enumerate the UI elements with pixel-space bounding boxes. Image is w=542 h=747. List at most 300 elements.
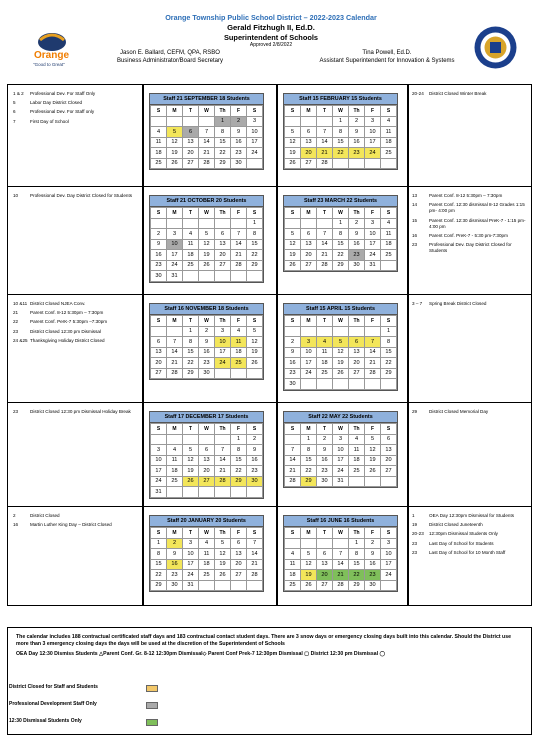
- weekday-header: W: [333, 106, 349, 117]
- day-cell: 20: [301, 148, 317, 159]
- day-cell: [285, 116, 301, 127]
- day-cell: [167, 434, 183, 445]
- day-cell: 8: [247, 229, 263, 240]
- assistant-super-title: Assistant Superintendent for Innovation & Systems: [319, 58, 455, 64]
- note-text: District Closed 12:30 pm Dismissal: [30, 328, 101, 334]
- day-cell: 9: [365, 549, 381, 560]
- day-cell: 6: [183, 127, 199, 138]
- weekday-header: T: [317, 316, 333, 327]
- day-cell: [285, 538, 301, 549]
- weekday-header: F: [365, 528, 381, 539]
- day-cell: 29: [151, 580, 167, 591]
- day-cell: [199, 487, 215, 498]
- day-cell: 24: [247, 148, 263, 159]
- approved-date: Approved 2/8/2022: [249, 42, 293, 48]
- day-cell: 15: [301, 455, 317, 466]
- day-cell: [183, 218, 199, 229]
- day-cell: 10: [365, 127, 381, 138]
- day-cell: 1: [349, 538, 365, 549]
- note-date: 13: [412, 193, 418, 198]
- day-cell: 27: [199, 476, 215, 487]
- weekday-header: S: [285, 528, 301, 539]
- day-cell: 23: [317, 466, 333, 477]
- assistant-super-name: Tina Powell, Ed.D.: [362, 50, 412, 56]
- day-cell: [349, 326, 365, 337]
- day-cell: 26: [215, 570, 231, 581]
- day-cell: 22: [349, 570, 365, 581]
- day-cell: 12: [199, 239, 215, 250]
- note-text: Parent Conf. 8-12 5:30pm – 7:30pm: [30, 310, 104, 316]
- day-cell: 2: [199, 326, 215, 337]
- day-cell: 4: [317, 337, 333, 348]
- note-date: 20-23: [412, 531, 424, 537]
- weekday-header: S: [381, 528, 397, 539]
- day-cell: 14: [215, 455, 231, 466]
- note-text: Spring Break District Closed: [429, 301, 487, 306]
- day-cell: 27: [317, 580, 333, 591]
- day-cell: 21: [317, 250, 333, 261]
- day-cell: 21: [285, 466, 301, 477]
- day-cell: 24: [365, 250, 381, 261]
- note-date: 5: [13, 100, 16, 106]
- day-cell: 13: [317, 559, 333, 570]
- day-cell: [333, 379, 349, 390]
- day-cell: 15: [381, 347, 397, 358]
- day-cell: 11: [349, 445, 365, 456]
- day-cell: 18: [285, 570, 301, 581]
- day-cell: [231, 368, 247, 379]
- assistant-super-block: [292, 49, 482, 65]
- logo-sub: "Good to Great": [33, 62, 65, 67]
- superintendent-name: Gerald Fitzhugh II, Ed.D.: [227, 23, 315, 32]
- day-cell: 17: [333, 455, 349, 466]
- day-cell: 5: [301, 549, 317, 560]
- day-cell: 4: [381, 116, 397, 127]
- day-cell: 19: [167, 148, 183, 159]
- day-cell: 5: [183, 445, 199, 456]
- note-text: District Closed: [30, 513, 60, 518]
- day-cell: 27: [301, 158, 317, 169]
- month-caption: Staff 15 APRIL 15 Students: [284, 304, 397, 315]
- day-cell: 12: [215, 549, 231, 560]
- day-cell: 8: [231, 445, 247, 456]
- day-cell: 7: [317, 229, 333, 240]
- weekday-header: S: [247, 208, 263, 219]
- day-cell: 15: [215, 137, 231, 148]
- day-cell: 26: [167, 158, 183, 169]
- day-cell: 27: [301, 260, 317, 271]
- day-cell: 24: [301, 368, 317, 379]
- day-cell: [365, 158, 381, 169]
- day-cell: 17: [151, 466, 167, 477]
- day-cell: 24: [333, 466, 349, 477]
- day-cell: 23: [349, 250, 365, 261]
- day-cell: 10: [215, 337, 231, 348]
- weekday-header: F: [365, 424, 381, 435]
- day-cell: 30: [167, 580, 183, 591]
- day-cell: 26: [365, 466, 381, 477]
- weekday-header: F: [231, 208, 247, 219]
- weekday-header: M: [167, 106, 183, 117]
- weekday-header: S: [285, 208, 301, 219]
- weekday-header: T: [183, 316, 199, 327]
- note-item: [412, 233, 528, 239]
- day-cell: 17: [301, 358, 317, 369]
- day-cell: 14: [317, 239, 333, 250]
- day-cell: 13: [381, 445, 397, 456]
- day-cell: 1: [215, 116, 231, 127]
- weekday-header: S: [381, 316, 397, 327]
- day-cell: 22: [333, 148, 349, 159]
- day-cell: 13: [183, 137, 199, 148]
- note-item: [412, 202, 528, 214]
- weekday-header: M: [301, 106, 317, 117]
- day-cell: 12: [333, 347, 349, 358]
- day-cell: 23: [231, 148, 247, 159]
- day-cell: 1: [301, 434, 317, 445]
- day-cell: 18: [199, 559, 215, 570]
- day-cell: 31: [333, 476, 349, 487]
- day-cell: 12: [247, 337, 263, 348]
- day-cell: 12: [285, 239, 301, 250]
- note-item: [13, 319, 135, 325]
- day-cell: 4: [167, 445, 183, 456]
- note-text: First Day of School: [30, 118, 69, 124]
- day-cell: [349, 158, 365, 169]
- day-cell: 5: [333, 337, 349, 348]
- day-cell: 13: [349, 347, 365, 358]
- note-text: Parent Conf. PreK-7 - 5:30 pm-7:30pm: [429, 233, 508, 239]
- weekday-header: S: [285, 424, 301, 435]
- legend-label-dismissal: 12:30 Dismissal Students Only: [9, 718, 82, 724]
- day-cell: 9: [199, 337, 215, 348]
- day-cell: 6: [231, 538, 247, 549]
- day-cell: 30: [247, 476, 263, 487]
- day-cell: 21: [231, 250, 247, 261]
- day-cell: 2: [151, 229, 167, 240]
- note-date: 14: [412, 202, 418, 208]
- left-notes: [13, 91, 135, 128]
- month-row: [8, 187, 531, 295]
- day-cell: 4: [231, 326, 247, 337]
- day-cell: 14: [333, 559, 349, 570]
- day-cell: 2: [247, 434, 263, 445]
- day-cell: 22: [333, 250, 349, 261]
- note-item: [412, 301, 528, 307]
- month-calendar: [149, 93, 264, 170]
- note-item: [13, 338, 135, 344]
- weekday-header: M: [167, 316, 183, 327]
- weekday-header: F: [365, 316, 381, 327]
- day-cell: 24: [167, 260, 183, 271]
- day-cell: [301, 116, 317, 127]
- day-cell: 28: [247, 570, 263, 581]
- day-cell: 14: [167, 347, 183, 358]
- legend-swatch-closed: [146, 685, 158, 692]
- note-text: Parent Conf. 12:30 dismissal PreK-7 - 1:15 pm-4:00 pm: [429, 217, 526, 229]
- day-cell: 25: [167, 476, 183, 487]
- note-item: [13, 301, 135, 307]
- day-cell: 23: [167, 570, 183, 581]
- day-cell: 10: [167, 239, 183, 250]
- weekday-header: W: [199, 424, 215, 435]
- note-text: Parent Conf. 8-12 5:30pm – 7:30pm: [429, 193, 503, 198]
- day-cell: 28: [215, 476, 231, 487]
- month-caption: Staff 20 JANUARY 20 Students: [150, 516, 263, 527]
- note-date: 3 – 7: [412, 301, 423, 306]
- day-cell: 25: [381, 148, 397, 159]
- day-cell: 22: [247, 250, 263, 261]
- day-cell: 1: [247, 218, 263, 229]
- note-text: Thanksgiving Holiday District Closed: [30, 337, 105, 343]
- note-date: 23: [412, 549, 418, 555]
- day-cell: 14: [285, 455, 301, 466]
- day-cell: 21: [215, 466, 231, 477]
- month-row: [8, 507, 531, 607]
- day-cell: 1: [333, 116, 349, 127]
- day-cell: 5: [285, 127, 301, 138]
- day-cell: 6: [301, 229, 317, 240]
- weekday-header: Th: [349, 208, 365, 219]
- day-cell: 19: [301, 570, 317, 581]
- weekday-header: W: [333, 208, 349, 219]
- note-date: 23: [412, 242, 418, 248]
- month-caption: Staff 17 DECEMBER 17 Students: [150, 412, 263, 423]
- day-cell: 24: [183, 570, 199, 581]
- left-notes: [13, 409, 135, 418]
- day-cell: 25: [183, 260, 199, 271]
- day-cell: 29: [183, 368, 199, 379]
- note-date: 6: [13, 109, 16, 115]
- day-cell: 14: [199, 137, 215, 148]
- month-calendar: [283, 411, 398, 488]
- weekday-header: S: [247, 528, 263, 539]
- day-cell: [167, 116, 183, 127]
- left-notes: [13, 513, 135, 531]
- day-cell: 16: [349, 239, 365, 250]
- note-text: Professional Dev. For Staff Only: [30, 91, 96, 96]
- weekday-header: S: [151, 424, 167, 435]
- day-cell: 29: [349, 580, 365, 591]
- weekday-header: S: [151, 528, 167, 539]
- day-cell: 3: [247, 116, 263, 127]
- note-date: 10: [13, 193, 19, 198]
- weekday-header: T: [183, 208, 199, 219]
- day-cell: 15: [183, 347, 199, 358]
- day-cell: 28: [199, 158, 215, 169]
- note-text: Professional Dev. Day District Closed for Students: [30, 193, 133, 198]
- month-calendar: [149, 195, 264, 283]
- day-cell: 3: [365, 218, 381, 229]
- day-cell: 19: [365, 455, 381, 466]
- day-cell: 9: [317, 445, 333, 456]
- day-cell: 21: [247, 559, 263, 570]
- day-cell: 12: [285, 137, 301, 148]
- day-cell: 6: [349, 337, 365, 348]
- day-cell: 17: [381, 559, 397, 570]
- day-cell: 22: [231, 466, 247, 477]
- day-cell: 15: [333, 137, 349, 148]
- day-cell: 20: [231, 559, 247, 570]
- left-notes: [13, 193, 135, 202]
- day-cell: 10: [247, 127, 263, 138]
- note-text: Professional Dev. Day District Closed for Students: [429, 242, 512, 254]
- day-cell: 18: [349, 455, 365, 466]
- note-item: [13, 329, 135, 335]
- day-cell: 4: [183, 229, 199, 240]
- day-cell: 27: [215, 260, 231, 271]
- weekday-header: Th: [349, 424, 365, 435]
- day-cell: 9: [285, 347, 301, 358]
- day-cell: 8: [333, 229, 349, 240]
- day-cell: [199, 271, 215, 282]
- calendar-grid: [7, 84, 532, 606]
- legend-swatch-pd: [146, 702, 158, 709]
- logo-text: Orange: [34, 50, 70, 61]
- day-cell: 6: [215, 229, 231, 240]
- weekday-header: Th: [215, 424, 231, 435]
- day-cell: [333, 326, 349, 337]
- day-cell: 7: [285, 445, 301, 456]
- day-cell: 6: [199, 445, 215, 456]
- day-cell: 27: [151, 368, 167, 379]
- day-cell: 7: [333, 549, 349, 560]
- day-cell: 15: [231, 455, 247, 466]
- day-cell: [247, 487, 263, 498]
- note-date: 1 & 2: [13, 91, 24, 96]
- month-calendar: [283, 303, 398, 391]
- weekday-header: F: [231, 424, 247, 435]
- day-cell: 5: [215, 538, 231, 549]
- day-cell: [167, 326, 183, 337]
- day-cell: 18: [183, 250, 199, 261]
- day-cell: 14: [317, 137, 333, 148]
- day-cell: 27: [231, 570, 247, 581]
- day-cell: [301, 218, 317, 229]
- weekday-header: W: [199, 316, 215, 327]
- day-cell: 22: [301, 466, 317, 477]
- weekday-header: S: [285, 316, 301, 327]
- note-item: [13, 522, 135, 528]
- day-cell: 5: [199, 229, 215, 240]
- note-text: Martin Luther King Day – District Closed: [30, 522, 112, 528]
- weekday-header: T: [183, 424, 199, 435]
- note-date: 21: [13, 310, 19, 316]
- day-cell: 16: [231, 137, 247, 148]
- day-cell: 20: [151, 358, 167, 369]
- day-cell: [365, 476, 381, 487]
- note-text: District Closed NJEA Conv.: [30, 301, 86, 306]
- day-cell: 31: [167, 271, 183, 282]
- business-admin-title: Business Administrator/Board Secretary: [116, 58, 224, 64]
- day-cell: [317, 538, 333, 549]
- business-admin-block: [90, 49, 250, 65]
- day-cell: 4: [381, 218, 397, 229]
- day-cell: 12: [301, 559, 317, 570]
- day-cell: 29: [215, 158, 231, 169]
- day-cell: 20: [317, 570, 333, 581]
- day-cell: 9: [247, 445, 263, 456]
- day-cell: 1: [231, 434, 247, 445]
- day-cell: [317, 116, 333, 127]
- day-cell: 20: [381, 455, 397, 466]
- day-cell: 7: [199, 127, 215, 138]
- day-cell: [215, 218, 231, 229]
- day-cell: 9: [349, 127, 365, 138]
- day-cell: [215, 580, 231, 591]
- day-cell: 25: [151, 158, 167, 169]
- weekday-header: Th: [215, 208, 231, 219]
- note-item: [412, 522, 528, 528]
- month-calendar: [283, 515, 398, 592]
- day-cell: 19: [285, 250, 301, 261]
- day-cell: 20: [183, 148, 199, 159]
- day-cell: 28: [231, 260, 247, 271]
- note-text: OEA Day 12:30pm Dismissal for Students: [429, 513, 515, 518]
- right-notes: [412, 91, 528, 100]
- note-item: [13, 109, 135, 115]
- day-cell: 19: [183, 466, 199, 477]
- right-notes: [412, 409, 528, 418]
- weekday-header: Th: [349, 316, 365, 327]
- day-cell: 16: [285, 358, 301, 369]
- month-calendar: [149, 515, 264, 592]
- note-date: 20-24: [412, 91, 424, 96]
- day-cell: 28: [365, 368, 381, 379]
- day-cell: 28: [317, 260, 333, 271]
- note-item: [13, 409, 135, 415]
- day-cell: 25: [317, 368, 333, 379]
- note-text: Professional Dev. For Staff only: [30, 109, 95, 115]
- day-cell: 17: [167, 250, 183, 261]
- weekday-header: M: [167, 208, 183, 219]
- day-cell: 29: [247, 260, 263, 271]
- weekday-header: Th: [215, 106, 231, 117]
- month-calendar: [149, 411, 264, 499]
- day-cell: 12: [167, 137, 183, 148]
- note-text: District Closed Memorial Day: [429, 409, 489, 414]
- day-cell: [285, 326, 301, 337]
- month-caption: Staff 16 JUNE 16 Students: [284, 516, 397, 527]
- month-caption: Staff 21 SEPTEMBER 18 Students: [150, 94, 263, 105]
- weekday-header: F: [365, 208, 381, 219]
- day-cell: [381, 260, 397, 271]
- weekday-header: F: [231, 528, 247, 539]
- day-cell: [381, 476, 397, 487]
- day-cell: 28: [167, 368, 183, 379]
- day-cell: 10: [333, 445, 349, 456]
- day-cell: [333, 538, 349, 549]
- day-cell: 8: [151, 549, 167, 560]
- day-cell: 23: [349, 148, 365, 159]
- day-cell: 21: [167, 358, 183, 369]
- day-cell: [199, 434, 215, 445]
- note-date: 23: [412, 540, 418, 546]
- legend-label-closed: District Closed for Staff and Students: [9, 684, 98, 690]
- month-row: [8, 403, 531, 507]
- weekday-header: F: [365, 106, 381, 117]
- day-cell: 15: [151, 559, 167, 570]
- day-cell: 10: [301, 347, 317, 358]
- day-cell: 10: [151, 455, 167, 466]
- note-item: [412, 193, 528, 199]
- day-cell: 11: [285, 559, 301, 570]
- day-cell: 18: [381, 239, 397, 250]
- day-cell: 2: [349, 116, 365, 127]
- day-cell: 27: [349, 368, 365, 379]
- day-cell: [247, 580, 263, 591]
- day-cell: [183, 434, 199, 445]
